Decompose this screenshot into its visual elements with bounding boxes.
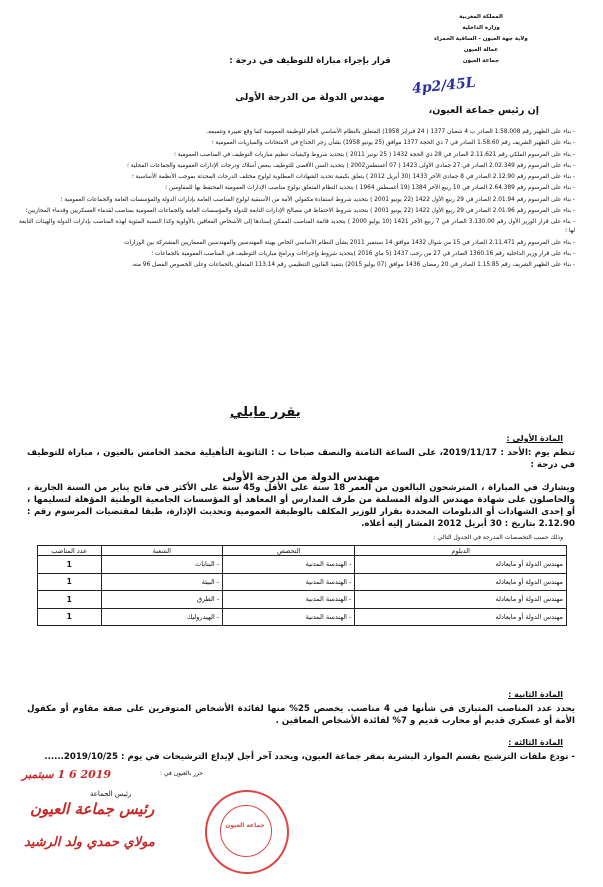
ministry-line: وزارة الداخلية [462,25,500,31]
table-row [38,591,567,609]
article-1-title: المادة الأولى : [506,434,563,443]
red-signer-name: مولاي حمدي ولد الرشيد [24,835,155,850]
president-line: إن رئيس جماعة العيون، [428,105,539,116]
legal-reference-item: - بناء على المرسوم رقم 2.11.471 الصادر في 15 من شوال 1432 موافق 14 سبتمبر 2011 بشأن النظام الأساسي الخاص بهيئة المهندسين والمهندسين المعماريين المشتركة بين الوزارات [124,239,575,246]
legal-references [19,128,575,272]
cell-count: 1 [38,556,102,574]
cell-count: 1 [38,608,102,626]
grade-title: مهندس الدولة من الدرجة الأولى [235,92,385,103]
article-3-text: - تودع ملفات الترشيح بقسم الموارد البشرية بمقر جماعة العيون، ويحدد آخر أجل لإيداع الترشيحات في يوم : 2019/10/25...... [44,752,575,762]
seal-text: جماعة العيون [225,822,265,829]
red-signer-title: رئيس جماعة العيون [30,800,155,818]
cell-diploma: مهندس الدولة أو مايعادله [355,573,567,591]
article-1-paragraph: ويشارك في المباراة ، المترشحون البالغون من العمر 18 سنة على الأقل و45 سنة على الأكثر في فاتح يناير من السنة الجارية ، والحاصلون على شهادة مهندس الدولة المسلمة من طرف المدارس أو المعاهد أو المؤسسات الجامعية الوطنية المؤهلة لتسليمها ، أو إحدى الشهادات أو الدبلومات المحددة بقرار للوزير المكلف بالوظيفة العمومية وتحديث الإدارة، طبقا لمقتضيات المرسوم رقم : 2.12.90 بتاريخ : 30 أبريل 2012 المشار إليه أعلاه. [27,483,575,529]
cell-diploma: مهندس الدولة أو مايعادله [355,608,567,626]
table-row [38,556,567,574]
cell-branch: - الهيدروليك [101,608,223,626]
article-1-line1: تنظم يوم :الأحد : 2019/11/17، على الساعة الثامنة والنصف صباحا ب : الثانوية التأهيلية محمد الخامس بالعيون ، مباراة للتوظيف في درجة : [27,448,575,470]
positions-table [37,545,567,626]
cell-branch: - الطرق [101,591,223,609]
decision-title: قرار بإجراء مباراة للتوظيف في درجة : [229,56,391,66]
decides-heading: يقرر مايلي [230,405,301,420]
legal-reference-item: - بناء على الظهير رقم 1.58.008 الصادر ب 4 شعبان 1377 ( 24 فبراير 1958) المتعلق بالنظام الأساسي العام للوظيفة العمومية كما وقع تغييره وتتميمه. [206,129,575,135]
article-1-body [27,448,575,531]
legal-reference-item: - بناء على الظهير الشريف رقم 1.15.85 الصادر في 20 رمضان 1436 موافق (07 يوليو 2015) بتنفيذ القانون التنظيمي رقم 113.14 المتعلق بالجماعات وعلى الخصوص الفصل 96 منه. [131,262,575,269]
cell-specialty: - الهندسة المدنية [223,608,355,626]
legal-reference-item: - بناء على المرسوم الملكي رقم 2.11.621 الصادر في 28 ذي الحجة 1432 ( 25 نونبر 2011 ) بتحديد شروط وكيفيات تنظيم مباريات التوظيف في المناصب العمومية ؛ [174,151,575,158]
cell-branch: - البنايات [101,556,223,574]
date-stamp: 2019 6 1 سبتمبر [22,768,112,781]
table-row [38,608,567,626]
cell-specialty: - الهندسة المدنية [223,573,355,591]
made-at-line: حرر بالعيون في : [160,770,204,777]
official-seal-inner [220,805,272,857]
article-2-text: يحدد عدد المناصب المتبارى في شأنها في 4 مناصب. يخصص 25% منها لفائدة الأشخاص المتوفرين على صفة مقاوم أو مكفول الأمة أو عسكري قديم أو محارب قديم و 7% لفائدة الأشخاص المعاقين . [27,704,575,726]
signer-title: رئيس الجماعة [90,790,132,798]
cell-branch: - البيئة [101,573,223,591]
cell-count: 1 [38,591,102,609]
article-1-grade: مهندس الدولة من الدرجة الأولى [222,471,380,483]
table-row [38,573,567,591]
article-3-title: المادة الثالثة : [508,738,563,747]
legal-reference-item: - بناء على المرسوم رقم 2.02.349 الصادر في 27 جمادى الأولى 1423 ( 07 أغسطس2002 ) بتحديد السن الأقصى للتوظيف ببعض أسلاك ودرجات الإدارات العمومية والجماعات المحلية ؛ [127,162,575,169]
region-line: ولاية جهة العيون - الساقية الحمراء [434,36,528,42]
prefecture-line: عمالة العيون [463,47,499,53]
cell-count: 1 [38,573,102,591]
table-header-row [38,546,567,556]
table-intro: وذلك حسب التخصصات المدرجة في الجدول التالي : [433,534,563,541]
cell-specialty: - الهندسة المدنية [223,591,355,609]
legal-reference-item: - بناء على المرسوم رقم 2.01.96 الصادر في 29 ربيع الأول 1422 (22 يونيو 2001 ) بتحديد شروط الاحتفاظ في مصالح الإدارات التابعة للدولة والمؤسسات العامة والجماعات العمومية بمناصب لقدماء العسكريين وقدماء المحاربين؛ [25,208,575,215]
legal-reference-item: - بناء على قرار الوزير الأول رقم 3.130.00 الصادر في 7 ربيع الآخر 1421 (10 يوليو 2000 ) بتحديد قائمة المناصب الممكن إسنادها إلى الأشخاص المعاقين بالأولوية وكذا النسبة المئوية لهذه المناصب بإدارات الدولة والهيئات التابعة لها ؛ [19,219,575,235]
header-positions-count: عدد المناصب [38,546,102,556]
header-branch: الشعبة [101,546,223,556]
header-diploma: الدبلوم [355,546,567,556]
legal-reference-item: - بناء على المرسوم رقم 2.12.90 الصادر في 8 جمادى الآخر 1433 (30 أبريل 2012 ) يتعلق بكيفية تحديد الشهادات المطلوبة لولوج مختلف الدرجات المحدثة بموجب الأنظمة الأساسية ؛ [131,174,575,181]
cell-diploma: مهندس الدولة أو مايعادله [355,556,567,574]
legal-reference-item: - بناء على المرسوم رقم 2.64.389 الصادر في 10 ربيع الآخر 1384 (19 أغسطس 1964 ) بتحديد النظام المتعلق بولوج مناصب الإدارات العمومية المحتفظ بها للمقاومين ؛ [165,185,575,192]
legal-reference-item: - بناء على قرار وزير الداخلية رقم 1360.16 الصادر في 27 من رجب 1437 (5 ماي 2016 )بتحديد شروط وإجراءات وبرامج مباريات التوظيف في المناصب العمومية بالجماعات ؛ [151,250,575,257]
commune-line: جماعة العيون [462,58,500,64]
handwritten-reference-number: 4p2/45L [411,74,477,98]
article-2-title: المادة الثانية : [508,690,563,699]
legal-reference-item: - بناء على المرسوم رقم 2.01.94 الصادر في 29 ربيع الأول 1422 (22 يونيو 2001 ) بتحديد شروط استفادة مكفولي الأمة من الأسبقية لولوج المناصب العامة بإدارات الدولة والمؤسسات العامة والجماعات العمومية ؛ [60,196,575,203]
header-specialty: التخصص [223,546,355,556]
kingdom-line: المملكة المغربية [459,14,503,20]
cell-specialty: - الهندسة المدنية [223,556,355,574]
cell-diploma: مهندس الدولة أو مايعادله [355,591,567,609]
legal-reference-item: - بناء على الظهير الشريف رقم 1.58.60 الصادر في 7 ذي الحجة 1377 موافق (25 يونيو 1958) بشأن زجر الخداع في الامتحانات والمباريات العمومية ؛ [211,140,575,147]
